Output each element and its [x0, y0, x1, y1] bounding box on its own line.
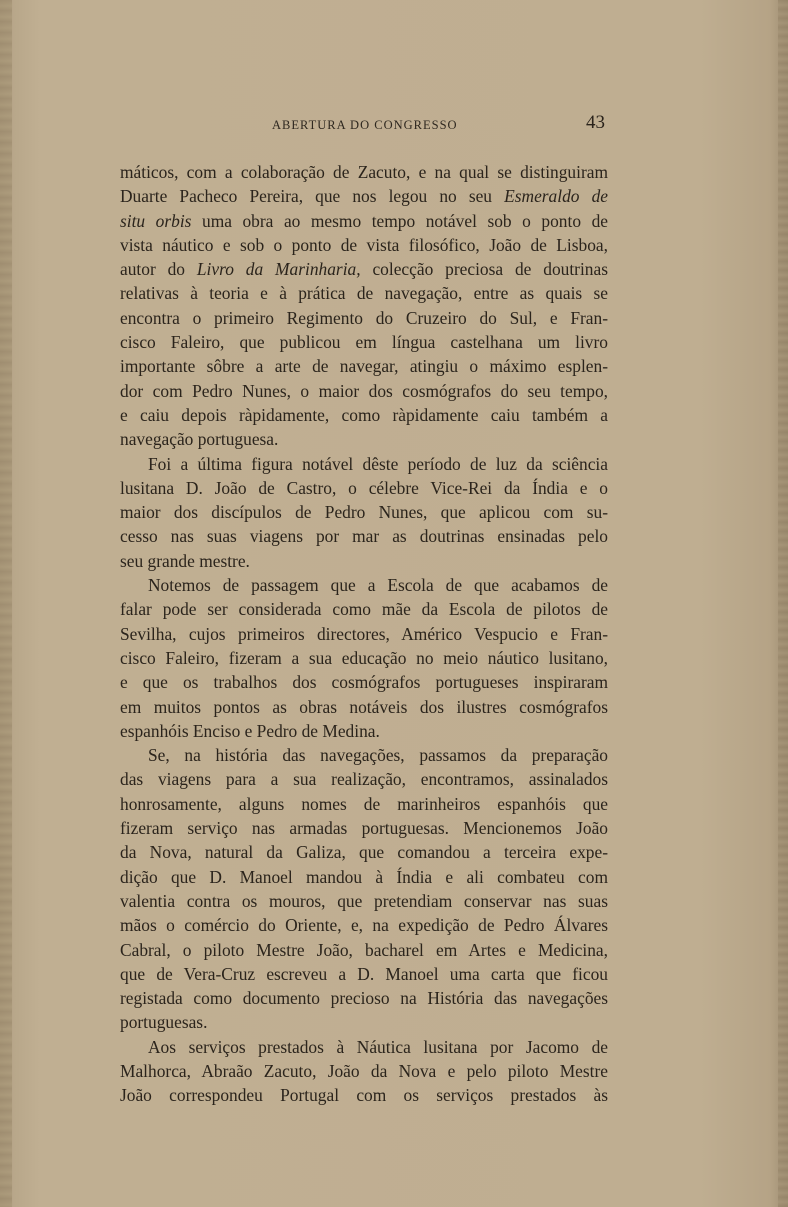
page-right-edge [778, 0, 788, 1207]
text-line: das viagens para a sua realização, encontramos, assinalados [120, 769, 608, 790]
running-header: ABERTURA DO CONGRESSO [272, 118, 458, 132]
text-line: falar pode ser considerada como mãe da Escola de pilotos de [120, 599, 608, 620]
text-line: fizeram serviço nas armadas portuguesas. Mencionemos João [120, 818, 608, 839]
text-line: dição que D. Manoel mandou à Índia e ali combateu com [120, 866, 608, 887]
text-line: em muitos pontos as obras notáveis dos ilustres cosmógrafos [120, 696, 608, 717]
text-line: João correspondeu Portugal com os serviços prestados às [120, 1085, 608, 1106]
text-line: Se, na história das navegações, passamos da preparação [148, 745, 608, 766]
text-line: valentia contra os mouros, que pretendiam conservar nas suas [120, 890, 608, 911]
body-text [120, 160, 608, 1108]
text-line: relativas à teoria e à prática de navegação, entre as quais se [120, 283, 608, 304]
text-line: seu grande mestre. [120, 550, 250, 571]
text-line: registada como documento precioso na História das navegações [120, 988, 608, 1009]
text-line: encontra o primeiro Regimento do Cruzeiro do Sul, e Fran- [120, 307, 608, 328]
text-line: maior dos discípulos de Pedro Nunes, que aplicou com su- [120, 502, 608, 523]
text-line: Sevilha, cujos primeiros directores, Américo Vespucio e Fran- [120, 623, 608, 644]
text-line: Cabral, o piloto Mestre João, bacharel em Artes e Medicina, [120, 939, 608, 960]
italic-title: Esmeraldo de [504, 186, 608, 207]
text-line: cesso nas suas viagens por mar as doutrinas ensinadas pelo [120, 526, 608, 547]
text-line: Foi a última figura notável dêste período de luz da sciência [148, 453, 608, 474]
text-line: máticos, com a colaboração de Zacuto, e na qual se distinguiram [120, 162, 608, 182]
text-line: que de Vera-Cruz escreveu a D. Manoel uma carta que ficou [120, 963, 608, 984]
text-line: portuguesas. [120, 1012, 208, 1033]
text-line: e caiu depois ràpidamente, como ràpidamente caiu também a [120, 404, 608, 425]
text-line: da Nova, natural da Galiza, que comandou a terceira expe- [120, 842, 608, 863]
text-line: lusitana D. João de Castro, o célebre Vice-Rei da Índia e o [120, 477, 608, 498]
text-line: autor do Livro da Marinharia, colecção preciosa de doutrinas [120, 259, 608, 280]
text-line: situ orbis uma obra ao mesmo tempo notável sob o ponto de [120, 210, 608, 231]
page-number: 43 [586, 112, 605, 133]
text-line: e que os trabalhos dos cosmógrafos portugueses inspiraram [120, 672, 608, 693]
italic-title: Livro da Marinharia, [196, 259, 361, 280]
text-line: espanhóis Enciso e Pedro de Medina. [120, 720, 380, 741]
text-line: vista náutico e sob o ponto de vista filosófico, João de Lisboa, [120, 234, 608, 255]
text-line: cisco Faleiro, fizeram a sua educação no meio náutico lusitano, [120, 647, 608, 668]
page-left-edge [0, 0, 12, 1207]
text-line: mãos o comércio do Oriente, e, na expedição de Pedro Álvares [120, 915, 608, 936]
text-line: Notemos de passagem que a Escola de que acabamos de [148, 575, 608, 596]
italic-title: situ orbis [120, 210, 192, 231]
text-line: importante sôbre a arte de navegar, atingiu o máximo esplen- [120, 356, 608, 377]
text-line: dor com Pedro Nunes, o maior dos cosmógrafos do seu tempo, [120, 380, 608, 401]
text-line: honrosamente, alguns nomes de marinheiros espanhóis que [120, 793, 608, 814]
text-line: cisco Faleiro, que publicou em língua castelhana um livro [120, 332, 608, 353]
text-line: Duarte Pacheco Pereira, que nos legou no seu Esmeraldo de [120, 186, 608, 207]
text-line: navegação portuguesa. [120, 429, 279, 450]
text-line: Malhorca, Abraão Zacuto, João da Nova e pelo piloto Mestre [120, 1060, 608, 1081]
text-line: Aos serviços prestados à Náutica lusitana por Jacomo de [148, 1036, 608, 1057]
